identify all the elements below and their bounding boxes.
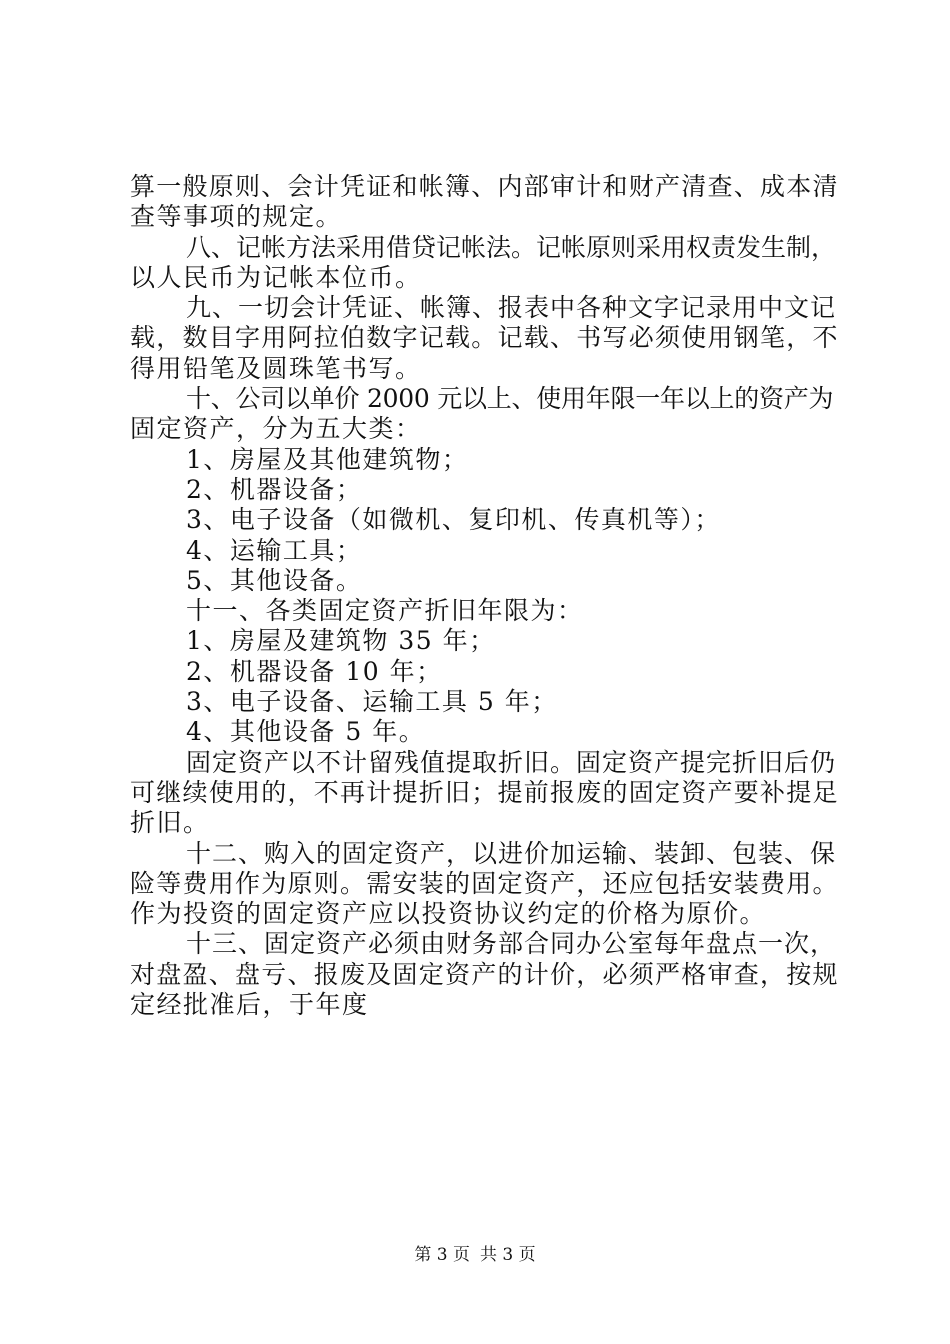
- text-line: 可继续使用的，不再计提折旧；提前报废的固定资产要补提足: [130, 777, 839, 807]
- text-line: 对盘盈、盘亏、报废及固定资产的计价，必须严格审查，按规: [130, 959, 839, 989]
- text-line: 十一、各类固定资产折旧年限为：: [186, 596, 584, 626]
- text-line: 折旧。: [130, 808, 210, 838]
- text-line: 九、一切会计凭证、帐簿、报表中各种文字记录用中文记: [186, 293, 837, 323]
- text-line: 固定资产，分为五大类：: [130, 414, 422, 444]
- text-line: 险等费用作为原则。需安装的固定资产，还应包括安装费用。: [130, 868, 839, 898]
- text-line: 4、其他设备 5 年。: [186, 717, 426, 747]
- document-body: [130, 172, 840, 1020]
- text-line: 固定资产以不计留残值提取折旧。固定资产提完折旧后仍: [186, 747, 837, 777]
- text-line: 定经批准后，于年度: [130, 990, 369, 1020]
- text-line: 载，数目字用阿拉伯数字记载。记载、书写必须使用钢笔，不: [130, 323, 839, 353]
- text-line: 以人民币为记帐本位币。: [130, 262, 422, 292]
- text-line: 作为投资的固定资产应以投资协议约定的价格为原价。: [130, 899, 767, 929]
- footer-page-total: 共 3 页: [480, 1245, 536, 1265]
- text-line: 3、电子设备、运输工具 5 年；: [186, 687, 558, 717]
- footer-page-current: 第 3 页: [414, 1245, 470, 1265]
- text-line: 4、运输工具；: [186, 535, 363, 565]
- text-line: 十、公司以单价 2000 元以上、使用年限一年以上的资产为: [186, 384, 834, 414]
- text-line: 算一般原则、会计凭证和帐簿、内部审计和财产清查、成本清: [130, 172, 839, 201]
- text-line: 2、机器设备 10 年；: [186, 656, 443, 686]
- text-line: 得用铅笔及圆珠笔书写。: [130, 353, 422, 383]
- text-line: 十二、购入的固定资产，以进价加运输、装卸、包装、保: [186, 838, 837, 868]
- page-footer: [0, 1244, 950, 1266]
- text-line: 1、房屋及建筑物 35 年；: [186, 626, 496, 656]
- text-line: 2、机器设备；: [186, 474, 363, 504]
- text-line: 5、其他设备。: [186, 565, 363, 595]
- text-line: 十三、固定资产必须由财务部合同办公室每年盘点一次，: [186, 929, 837, 959]
- text-line: 3、电子设备（如微机、复印机、传真机等）；: [186, 505, 721, 535]
- text-line: 八、记帐方法采用借贷记帐法。记帐原则采用权责发生制，: [186, 232, 837, 262]
- text-line: 查等事项的规定。: [130, 202, 343, 232]
- text-line: 1、房屋及其他建筑物；: [186, 444, 469, 474]
